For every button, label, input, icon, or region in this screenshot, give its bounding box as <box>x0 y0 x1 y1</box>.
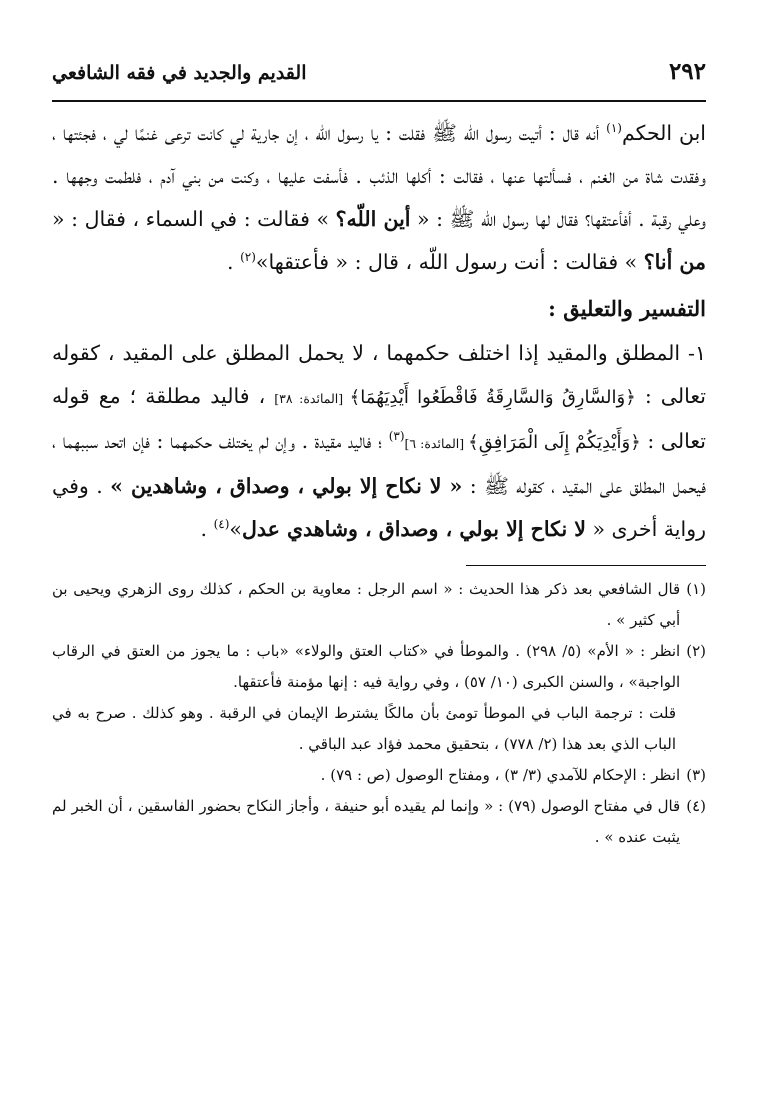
text-run: . <box>200 517 214 541</box>
footnote-text: قال الشافعي بعد ذكر هذا الحديث : « اسم الرجل : معاوية بن الحكم ، كذلك روى الزهري ويحيى بن أبي كثير » . <box>52 580 681 629</box>
bold-quote: من أنا؟ <box>643 250 706 274</box>
text-run: . وفي رواية أخرى « <box>52 474 706 541</box>
text-run: ، فاليد مطلقة ؛ مع قوله تعالى : <box>52 384 706 453</box>
footnote-number: (٢) <box>686 642 706 660</box>
footnote-number: (٣) <box>686 766 706 784</box>
paragraph-commentary <box>52 332 706 551</box>
section-heading: التفسير والتعليق : <box>548 296 706 321</box>
footnote-item <box>52 574 706 636</box>
footnote-number: (١) <box>686 580 706 598</box>
text-run: ؛ فاليد مقيدة . وإن لم يختلف حكمهما : فإن اتحد سببهما ، فيحمل المطلق على المقيد ، كقوله ﷺ : <box>52 429 706 498</box>
text-run: » <box>229 517 242 541</box>
page-header <box>52 58 706 102</box>
footnote-number: (٤) <box>686 797 706 815</box>
paragraph-hadith <box>52 112 706 284</box>
text-run: ابن الحكم <box>621 121 706 145</box>
footnotes <box>52 574 706 853</box>
footnote-text: قال في مفتاح الوصول (٧٩) : « وإنما لم يقيده أبو حنيفة ، وأجاز النكاح بحضور الفاسقين ، أن الخبر لم يثبت عنده » . <box>52 797 681 846</box>
bold-hadith: « لا نكاح إلا بولي ، وصداق ، وشاهدين » <box>110 474 463 498</box>
footnote-separator <box>466 565 706 566</box>
bold-quote: أين اللّه؟ <box>335 207 411 231</box>
footnote-text: انظر : الإحكام للآمدي (٣/ ٣) ، ومفتاح الوصول (ص : ٧٩) . <box>320 766 681 784</box>
footnote-item <box>52 791 706 853</box>
page-number: ٢٩٢ <box>668 58 706 85</box>
sura-reference: [المائدة: ٣٨] <box>274 391 350 406</box>
footnote-ref-4[interactable]: (٤) <box>213 517 230 532</box>
footnote-item <box>52 760 706 791</box>
book-page <box>52 58 706 853</box>
text-run: أنه قال : أتيت رسول اللّه ﷺ فقلت : يا رسول اللّه ، إن جارية لي كانت ترعى غنمًا لي ، فجئتها ، وفقدت شاة من الغنم ، فسألتها عنها ، فقالت : أكلها الذئب . فأسفت عليها ، وكنت من بني آدم ، فلطمت وجهها . وعلي رقبة . أفأعتقها؟ فقال لها رسول اللّه ﷺ : « <box>52 121 707 231</box>
quran-verse: ﴿وَالسَّارِقُ وَالسَّارِقَةُ فَاقْطَعُوا أَيْدِيَهُمَا﴾ <box>349 387 636 408</box>
footnote-continuation <box>52 698 706 760</box>
text-run: . <box>227 250 241 274</box>
text-run: » فقالت : أنت رسول اللّه ، قال : « فأعتقها» <box>255 250 644 274</box>
bold-hadith: لا نكاح إلا بولي ، وصداق ، وشاهدي عدل <box>241 517 586 541</box>
running-title: القديم والجديد في فقه الشافعي <box>52 62 307 84</box>
text-run: » فقالت : في السماء ، فقال : « <box>52 207 336 231</box>
text-run: ١- المطلق والمقيد إذا اختلف حكمهما ، لا يحمل المطلق على المقيد ، كقوله تعالى : <box>52 341 706 408</box>
footnote-ref-1[interactable]: (١) <box>606 121 622 136</box>
footnote-text: انظر : « الأم» (٥/ ٢٩٨) . والموطأ في «كتاب العتق والولاء» «باب : ما يجوز من العتق في الرقاب الواجبة» ، والسنن الكبرى (١٠/ ٥٧) ، وفي رواية فيه : إنها مؤمنة فأعتقها. <box>52 642 681 691</box>
footnote-item <box>52 636 706 698</box>
footnote-ref-3[interactable]: (٣) <box>388 429 405 444</box>
footnote-ref-2[interactable]: (٢) <box>240 250 256 265</box>
sura-reference: [المائدة: ٦] <box>404 436 469 451</box>
footnote-text: قلت : ترجمة الباب في الموطأ تومئ بأن مالكًا يشترط الإيمان في الرقبة . وهو كذلك . صرح به في الباب الذي بعد هذا (٢/ ٧٧٨) ، بتحقيق محمد فؤاد عبد الباقي . <box>52 704 676 753</box>
quran-verse: ﴿وَأَيْدِيَكُمْ إِلَى الْمَرَافِقِ﴾ <box>468 432 641 453</box>
